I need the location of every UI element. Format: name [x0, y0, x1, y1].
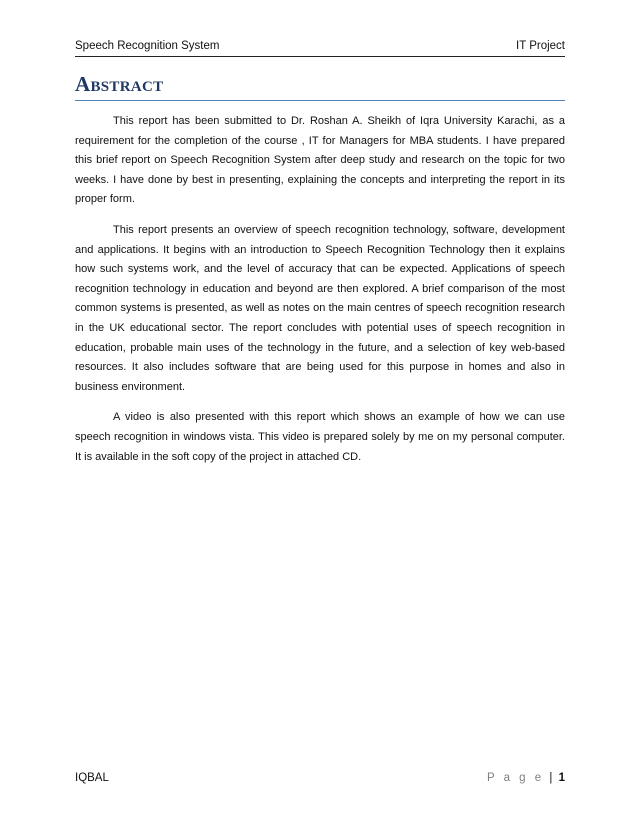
- page-header: [75, 38, 565, 57]
- page-number: 1: [558, 772, 565, 784]
- paragraph-3: A video is also presented with this report which shows an example of how we can use speech recognition in windows vista. This video is prepared solely by me on my personal computer. It is available in the soft copy of the project in attached CD.: [75, 411, 565, 463]
- page-separator: |: [549, 772, 553, 784]
- page-indicator: [487, 770, 565, 786]
- page-label: P a g e: [486, 772, 545, 784]
- abstract-body: [75, 112, 565, 478]
- section-heading: [75, 72, 565, 101]
- heading-text: Abstract: [75, 72, 164, 96]
- header-project: IT Project: [516, 40, 565, 52]
- header-title: Speech Recognition System: [75, 40, 220, 52]
- page-footer: [75, 770, 565, 788]
- paragraph-1: This report has been submitted to Dr. Roshan A. Sheikh of Iqra University Karachi, as a requirement for the completion of the course , IT for Managers for MBA students. I have prepared this brief report on Speech Recognition System after deep study and research on the topic for two weeks. I have done by best in presenting, explaining the concepts and interpreting the report in its proper form.: [75, 115, 565, 206]
- paragraph-2: This report presents an overview of speech recognition technology, software, development and applications. It begins with an introduction to Speech Recognition Technology then it explains how such systems work, and the level of accuracy that can be expected. Applications of speech recognition technology in education and beyond are then explored. A brief comparison of the most common systems is presented, as well as notes on the main centres of speech recognition research in the UK educational sector. The report concludes with potential uses of speech recognition in education, probable main uses of the technology in the future, and a selection of key web-based resources. It also includes software that are being used for this purpose in homes and also in business environment.: [75, 223, 565, 393]
- footer-author: IQBAL: [75, 772, 109, 784]
